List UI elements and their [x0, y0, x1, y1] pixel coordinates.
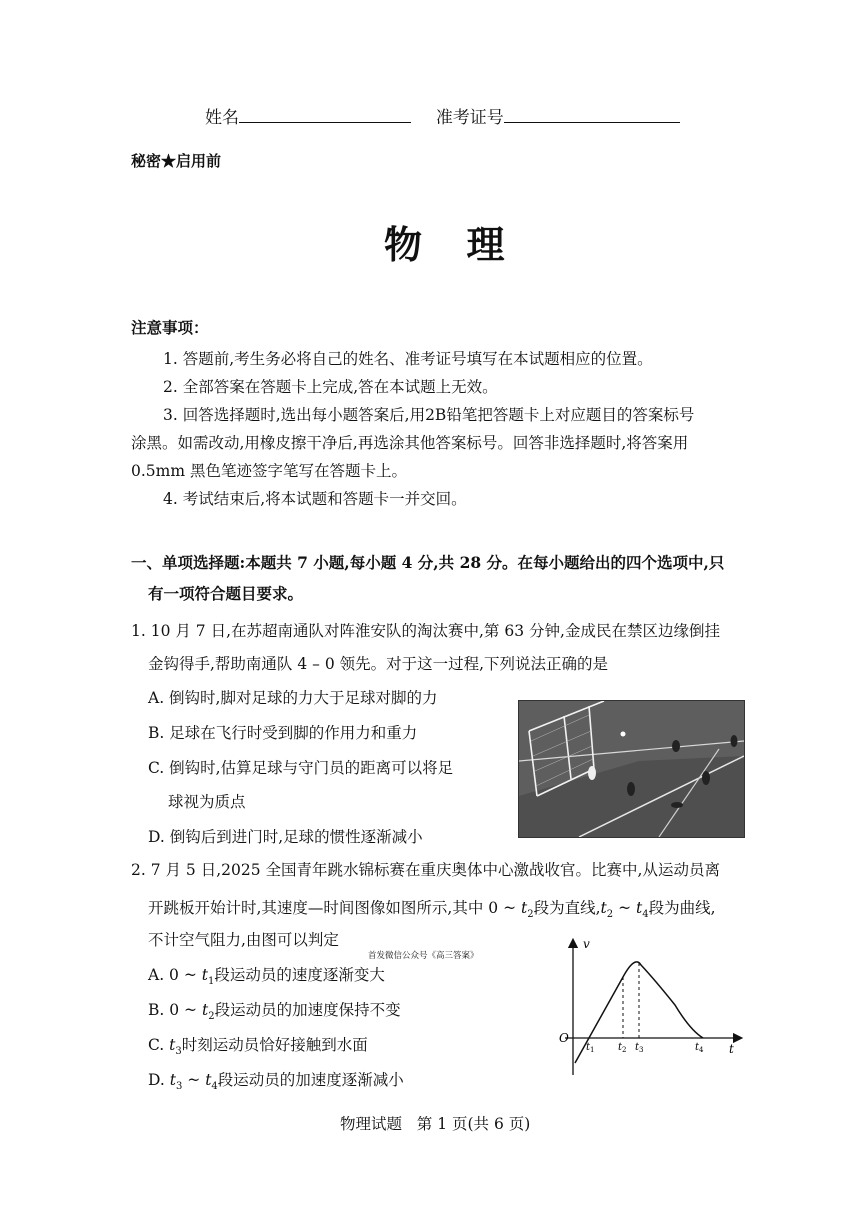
soccer-scene-image — [519, 701, 744, 837]
q2-option-a: A. 0 ~ $t_1$段运动员的速度逐渐变大 — [148, 966, 385, 988]
notice-item-3: 3. 回答选择题时,选出每小题答案后,用2B铅笔把答题卡上对应题目的答案标号 — [163, 406, 695, 424]
q2-option-c: C. $t_3$时刻运动员恰好接触到水面 — [148, 1036, 368, 1058]
notice-item-3-cont2: 0.5mm 黑色笔迹签字笔写在答题卡上。 — [131, 462, 407, 480]
v-axis-label: v — [583, 937, 590, 951]
section-heading-cont: 有一项符合题目要求。 — [148, 584, 304, 603]
page-title: 物 理 — [384, 222, 511, 267]
q2-option-a-text: 段运动员的速度逐渐变大 — [214, 966, 385, 984]
q2-option-b-text: 段运动员的加速度保持不变 — [214, 1001, 401, 1019]
q1-option-c-cont: 球视为质点 — [168, 793, 246, 811]
secret-mark: 秘密★启用前 — [131, 152, 222, 170]
name-field-row — [205, 103, 680, 128]
q1-option-a: A. 倒钩时,脚对足球的力大于足球对脚的力 — [148, 689, 438, 707]
q1-stem: 1. 10 月 7 日,在苏超南通队对阵淮安队的淘汰赛中,第 63 分钟,金成民在禁区边缘倒挂 — [131, 622, 720, 640]
name-blank — [239, 106, 411, 123]
t2-label: $t_2$ — [618, 1042, 627, 1054]
watermark-text: 首发微信公众号《高三答案》 — [368, 951, 479, 961]
q2-option-a-prefix: A. 0 ~ — [148, 966, 202, 984]
velocity-time-graph — [555, 935, 745, 1080]
soccer-photo — [518, 700, 745, 838]
origin-label: O — [559, 1031, 569, 1045]
q2-stem-cont: 开跳板开始计时,其速度—时间图像如图所示,其中 0 ~ $t_2$段为直线$,t_2$ ~ $t_4$段为曲线, — [148, 899, 716, 921]
exam-no-label: 准考证号 — [435, 108, 504, 128]
notice-item-3-cont: 涂黑。如需改动,用橡皮擦干净后,再选涂其他答案标号。回答非选择题时,将答案用 — [131, 434, 689, 452]
q2-option-b: B. 0 ~ $t_2$段运动员的加速度保持不变 — [148, 1001, 401, 1023]
notice-item-1: 1. 答题前,考生务必将自己的姓名、准考证号填写在本试题相应的位置。 — [163, 350, 653, 368]
q2-stem-part-a: 开跳板开始计时,其速度—时间图像如图所示,其中 0 ~ — [148, 899, 521, 917]
q2-stem-cont2: 不计空气阻力,由图可以判定 — [148, 931, 339, 949]
q2-option-d: D. $t_3$ ~ $t_4$段运动员的加速度逐渐减小 — [148, 1071, 404, 1093]
name-label: 姓名 — [205, 108, 239, 128]
section-heading: 一、单项选择题:本题共 7 小题,每小题 4 分,共 28 分。在每小题给出的四个选项中,只 — [131, 553, 725, 572]
q2-stem-part-b: 段为直线, — [533, 899, 601, 917]
q1-option-d: D. 倒钩后到进门时,足球的惯性逐渐减小 — [148, 828, 423, 846]
t4-label: $t_4$ — [695, 1042, 704, 1054]
q1-option-c: C. 倒钩时,估算足球与守门员的距离可以将足 — [148, 759, 454, 777]
q2-option-c-text: 时刻运动员恰好接触到水面 — [181, 1036, 368, 1054]
page-footer: 物理试题 第 1 页(共 6 页) — [340, 1115, 531, 1133]
notice-item-2: 2. 全部答案在答题卡上完成,答在本试题上无效。 — [163, 378, 498, 396]
q2-option-c-prefix: C. — [148, 1036, 170, 1054]
t3-label: $t_3$ — [635, 1042, 644, 1054]
q2-option-d-range: ~ — [182, 1071, 206, 1089]
q2-stem-part-c: 段为曲线, — [648, 899, 716, 917]
exam-no-blank — [504, 106, 680, 123]
q2-option-d-text: 段运动员的加速度逐渐减小 — [217, 1071, 404, 1089]
q2-option-b-prefix: B. 0 ~ — [148, 1001, 202, 1019]
q1-stem-cont: 金钩得手,帮助南通队 4 – 0 领先。对于这一过程,下列说法正确的是 — [148, 655, 609, 673]
notice-item-4: 4. 考试结束后,将本试题和答题卡一并交回。 — [163, 490, 467, 508]
notice-heading: 注意事项： — [131, 318, 209, 337]
t-axis-label: t — [729, 1042, 734, 1056]
q1-option-b: B. 足球在飞行时受到脚的作用力和重力 — [148, 724, 418, 742]
t1-label: $t_1$ — [586, 1042, 595, 1054]
q2-option-d-prefix: D. — [148, 1071, 170, 1089]
q2-stem: 2. 7 月 5 日,2025 全国青年跳水锦标赛在重庆奥体中心激战收官。比赛中,从运动员离 — [131, 861, 720, 879]
